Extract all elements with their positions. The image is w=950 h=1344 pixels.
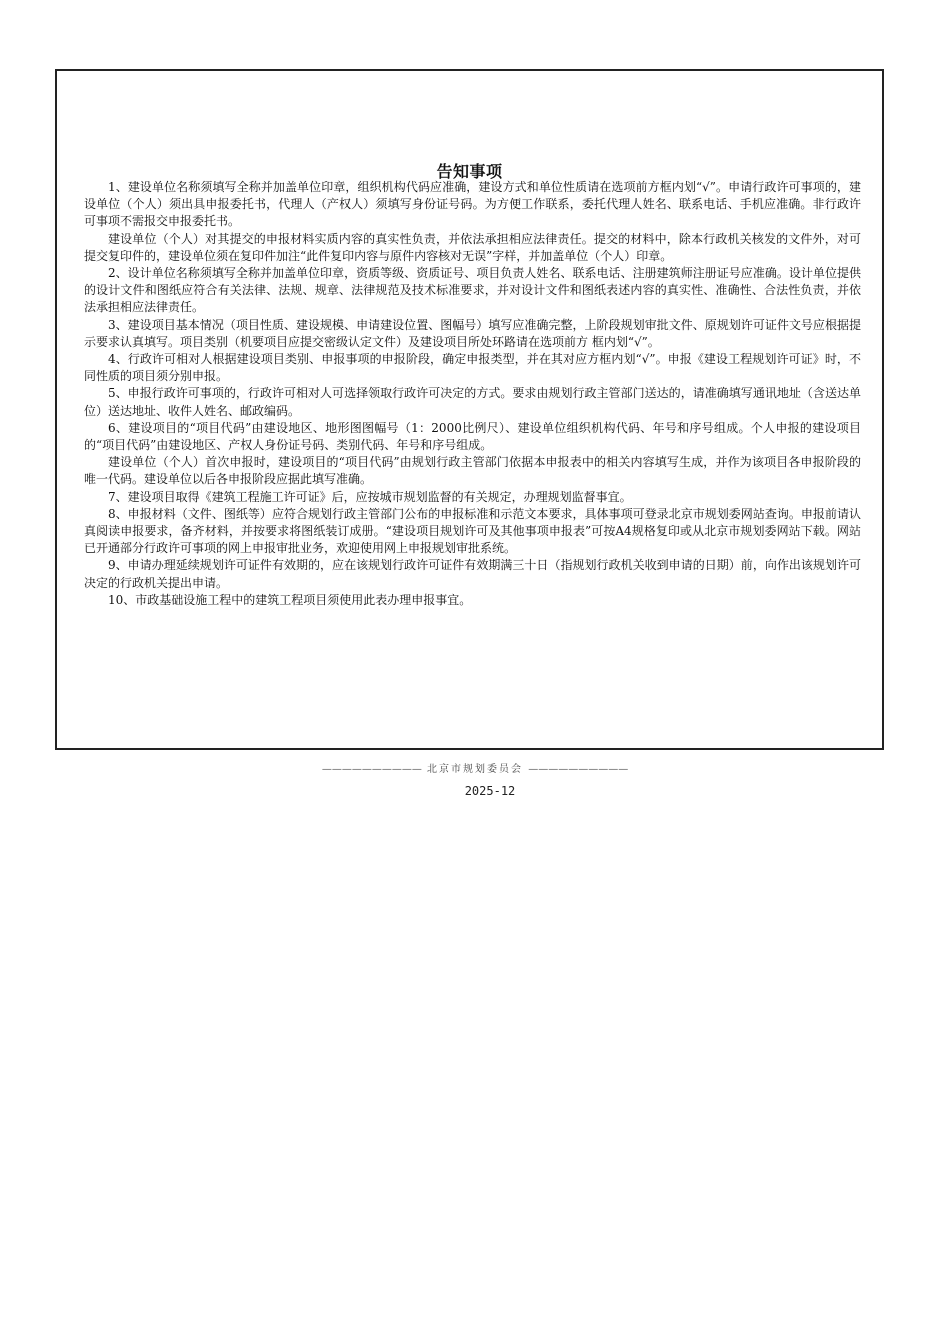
notice-paragraph: 6、建设项目的“项目代码”由建设地区、地形图图幅号（1：2000比例尺）、建设单位组织机构代码、年号和序号组成。个人申报的建设项目的“项目代码”由建设地区、产权人身份证号码、类别代码、年号和序号组成。	[84, 420, 861, 453]
notice-paragraph: 9、申请办理延续规划许可证件有效期的，应在该规划行政许可证件有效期满三十日（指规划行政机关收到申请的日期）前，向作出该规划许可决定的行政机关提出申请。	[84, 558, 861, 590]
notice-paragraph: 5、申报行政许可事项的，行政许可相对人可选择领取行政许可决定的方式。要求由规划行政主管部门送达的，请准确填写通讯地址（含送达单位）送达地址、收件人姓名、邮政编码。	[84, 386, 861, 418]
notice-paragraph: 3、建设项目基本情况（项目性质、建设规模、申请建设位置、图幅号）填写应准确完整，上阶段规划审批文件、原规划许可证件文号应根据提示要求认真填写。项目类别（机要项目应提交密级认定文件）及建设项目所处环路请在选项前方 框内划“√”。	[84, 317, 861, 349]
notice-box	[55, 69, 884, 750]
notice-paragraph: 7、建设项目取得《建筑工程施工许可证》后，应按城市规划监督的有关规定，办理规划监督事宜。	[108, 489, 632, 504]
notice-paragraph: 建设单位（个人）首次申报时，建设项目的“项目代码”由规划行政主管部门依据本申报表中的相关内容填写生成，并作为该项目各申报阶段的唯一代码。建设单位以后各申报阶段应据此填写准确。	[84, 455, 861, 487]
notice-paragraph: 4、行政许可相对人根据建设项目类别、申报事项的申报阶段，确定申报类型，并在其对应方框内划“√”。申报《建设工程规划许可证》时，不同性质的项目须分别申报。	[84, 352, 861, 384]
footer-date: 2025-12	[464, 784, 516, 798]
notice-paragraph: 1、建设单位名称须填写全称并加盖单位印章，组织机构代码应准确，建设方式和单位性质请在选项前方框内划“√”。申请行政许可事项的，建设单位（个人）须出具申报委托书，代理人（产权人）须填写身份证号码。为方便工作联系，委托代理人姓名、联系电话、手机应准确。非行政许可事项不需报交申报委托书。	[84, 180, 861, 229]
notice-paragraph: 建设单位（个人）对其提交的申报材料实质内容的真实性负责，并依法承担相应法律责任。提交的材料中，除本行政机关核发的文件外，对可提交复印件的，建设单位须在复印件加注“此件复印内容与原件内容核对无误”字样，并加盖单位（个人）印章。	[84, 231, 861, 263]
notice-paragraph: 10、市政基础设施工程中的建筑工程项目须使用此表办理申报事宜。	[108, 592, 472, 607]
footer-org-name: 北京市规划委员会	[427, 764, 523, 775]
footer-organization	[0, 760, 950, 775]
notice-paragraph: 8、申报材料（文件、图纸等）应符合规划行政主管部门公布的申报标准和示范文本要求，具体事项可登录北京市规划委网站查询。申报前请认真阅读申报要求，备齐材料，并按要求将图纸装订成册。“建设项目规划许可及其他事项申报表”可按A4规格复印或从北京市规划委网站下载。网站已开通部分行政许可事项的网上申报审批业务，欢迎使用网上申报规划审批系统。	[84, 506, 861, 556]
footer-dash-left: ——————————	[321, 764, 422, 775]
notice-body	[84, 179, 861, 609]
footer-dash-right: ——————————	[528, 764, 629, 775]
notice-paragraph: 2、设计单位名称须填写全称并加盖单位印章，资质等级、资质证号、项目负责人姓名、联系电话、注册建筑师注册证号应准确。设计单位提供的设计文件和图纸应符合有关法律、法规、规章、法律规范及技术标准要求，并对设计文件和图纸表述内容的真实性、准确性、合法性负责，并依法承担相应法律责任。	[84, 266, 861, 315]
notice-title: 告知事项	[436, 162, 503, 181]
